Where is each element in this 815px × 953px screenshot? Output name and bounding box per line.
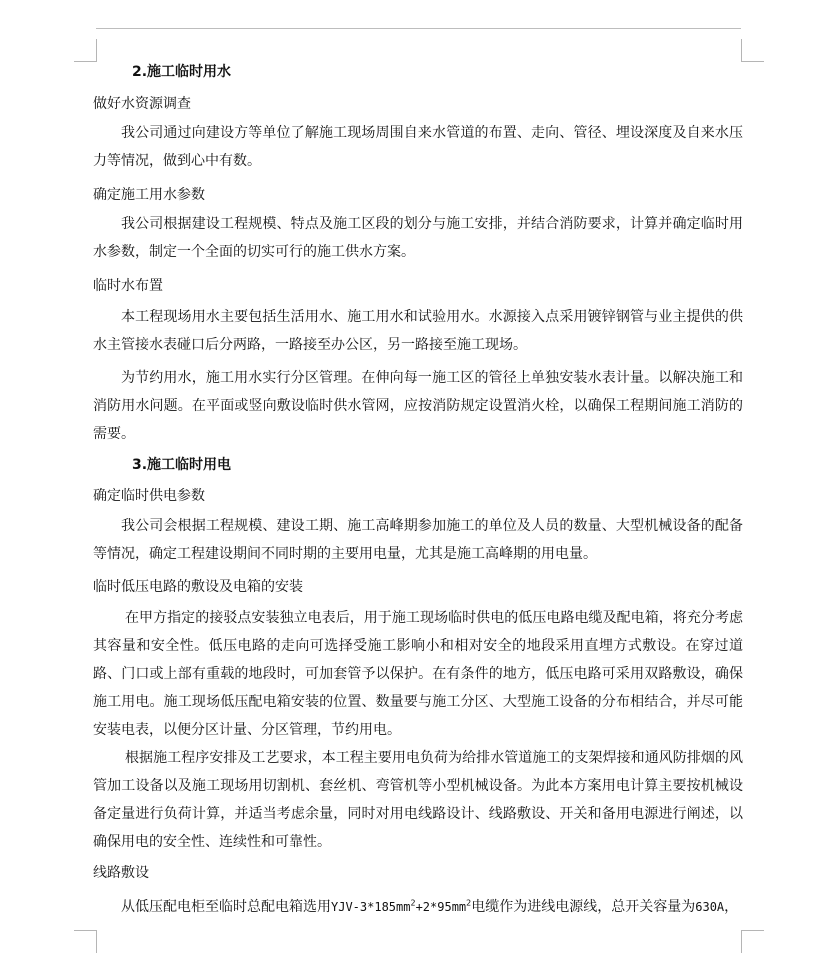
subheading: 做好水资源调查 (93, 96, 191, 112)
subheading: 临时低压电路的敷设及电箱的安装 (93, 579, 303, 595)
subheading: 线路敷设 (93, 865, 149, 881)
text-run: 从低压配电柜至临时总配电箱选用 (121, 899, 331, 915)
switch-capacity: 630A (695, 900, 725, 914)
paragraph: 本工程现场用水主要包括生活用水、施工用水和试验用水。水源接入点采用镀锌钢管与业主提供的供水主管接水表碰口后分两路，一路接至办公区，另一路接至施工现场。 (93, 309, 743, 353)
subheading: 确定施工用水参数 (93, 187, 205, 203)
section-heading: 3.施工临时用电 (132, 457, 232, 473)
subheading: 临时水布置 (93, 278, 163, 294)
margin-mark-top-right (741, 39, 764, 62)
text-run: 电缆作为进线电源线，总开关容量为 (471, 899, 696, 915)
paragraph: 在甲方指定的接驳点安装独立电表后，用于施工现场临时供电的低压电路电缆及配电箱，将充分考虑其容量和安全性。低压电路的走向可选择受施工影响小和相对安全的地段采用直埋方式敷设。在穿过道路、门口或上部有重载的地段时，可加套管予以保护。在有条件的地方，低压电路可采用双路敷设，确保施工用电。施工现场低压配电箱安装的位置、数量要与施工分区、大型施工设备的分布相结合，并尽可能安装电表，以便分区计量、分区管理，节约用电。 (93, 610, 743, 738)
cable-spec: YJV-3*185mm (331, 900, 411, 914)
paragraph: 我公司会根据工程规模、建设工期、施工高峰期参加施工的单位及人员的数量、大型机械设备的配备等情况，确定工程建设期间不同时期的主要用电量，尤其是施工高峰期的用电量。 (93, 518, 743, 562)
paragraph: 我公司通过向建设方等单位了解施工现场周围自来水管道的布置、走向、管径、埋设深度及自来水压力等情况，做到心中有数。 (93, 125, 743, 169)
text-run: ， (724, 899, 739, 915)
superscript: 2 (466, 898, 472, 908)
cable-spec: +2*95mm (415, 900, 467, 914)
margin-mark-top-left (74, 39, 97, 62)
section-heading: 2.施工临时用水 (132, 64, 232, 80)
header-rule (96, 28, 741, 29)
paragraph: 根据施工程序安排及工艺要求，本工程主要用电负荷为给排水管道施工的支架焊接和通风防排烟的风管加工设备以及施工现场用切割机、套丝机、弯管机等小型机械设备。为此本方案用电计算主要按机械设备定量进行负荷计算，并适当考虑余量，同时对用电线路设计、线路敷设、开关和备用电源进行阐述，以确保用电的安全性、连续性和可靠性。 (93, 750, 743, 850)
paragraph-cable-spec (93, 893, 743, 921)
paragraph: 为节约用水，施工用水实行分区管理。在伸向每一施工区的管径上单独安装水表计量。以解决施工和消防用水问题。在平面或竖向敷设临时供水管网，应按消防规定设置消火栓，以确保工程期间施工消防的需要。 (93, 370, 743, 442)
superscript: 2 (410, 898, 416, 908)
subheading: 确定临时供电参数 (93, 488, 205, 504)
paragraph: 我公司根据建设工程规模、特点及施工区段的划分与施工安排，并结合消防要求，计算并确定临时用水参数，制定一个全面的切实可行的施工供水方案。 (93, 216, 743, 260)
